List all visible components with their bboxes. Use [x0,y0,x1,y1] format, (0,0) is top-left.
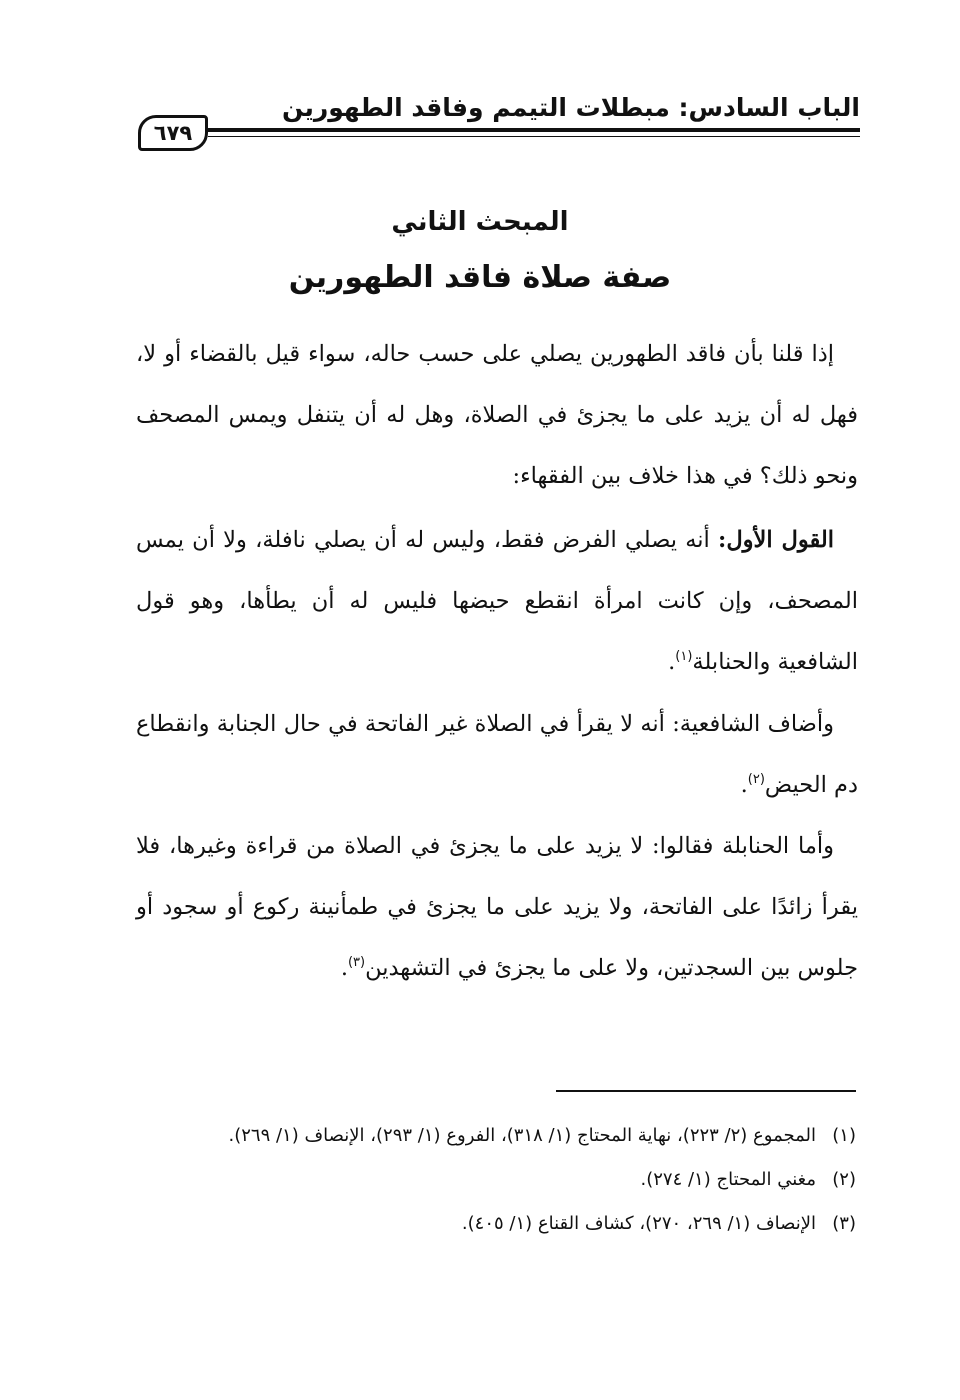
footnote-item [136,1158,856,1202]
footnote-ref-2[interactable]: (٢) [747,772,765,787]
footnote-ref-1[interactable]: (١) [675,649,693,664]
chapter-subject: مبطلات التيمم وفاقد الطهورين [281,93,679,122]
paragraph-end: . [340,955,348,981]
page-number: ٦٧٩ [138,115,208,151]
paragraph-text: وأضاف الشافعية: أنه لا يقرأ في الصلاة غير الفاتحة في حال الجنابة وانقطاع دم الحيض [136,711,858,798]
running-header [281,88,860,128]
footnote-number: (٣) [832,1213,856,1234]
footnote-item [136,1114,856,1158]
paragraph-text: أنه يصلي الفرض فقط، وليس له أن يصلي نافلة، ولا أن يمس المصحف، وإن كانت امرأة انقطع حيضها فليس له أن يطأها، وهو قول الشافعية والحنابلة [136,527,858,675]
section-title: صفة صلاة فاقد الطهورين [288,260,672,295]
paragraph-end: . [668,649,676,675]
footnote-separator [556,1090,856,1092]
paragraph-shafii-addition [136,694,858,816]
footnote-text: مغني المحتاج (١/ ٢٧٤). [640,1169,816,1190]
footnote-text: المجموع (٢/ ٢٢٣)، نهاية المحتاج (١/ ٣١٨)، الفروع (١/ ٢٩٣)، الإنصاف (١/ ٢٦٩). [228,1125,816,1146]
paragraph-intro [136,324,858,507]
section-label: المبحث الثاني [391,207,569,237]
footnote-number: (٢) [832,1169,856,1190]
paragraph-text: إذا قلنا بأن فاقد الطهورين يصلي على حسب حاله، سواء قيل بالقضاء أو لا، فهل له أن يزيد على ما يجزئ في الصلاة، وهل له أن يتنفل ويمس المصحف ونحو ذلك؟ في هذا خلاف بين الفقهاء: [136,341,858,489]
footnote-ref-3[interactable]: (٣) [347,955,366,970]
footnotes [136,1114,856,1246]
chapter-label: الباب السادس: [678,93,860,122]
footnote-number: (١) [832,1125,856,1146]
footnote-text: الإنصاف (١/ ٢٦٩، ٢٧٠)، كشاف القناع (١/ ٤٠٥). [461,1213,816,1234]
paragraph-end: . [740,772,748,798]
paragraph-text: وأما الحنابلة فقالوا: لا يزيد على ما يجزئ في الصلاة من قراءة وغيرها، فلا يقرأ زائدًا على الفاتحة، ولا يزيد على ما يجزئ في طمأنينة ركوع أو سجود أو جلوس بين السجدتين، ولا على ما يجزئ في التشهدين [136,833,858,981]
header-rule [208,128,860,132]
header-rule-thin [208,136,860,137]
footnote-item [136,1202,856,1246]
paragraph-hanbali [136,816,858,999]
opinion-lead: القول الأول: [718,527,834,553]
paragraph-first-opinion [136,510,858,693]
